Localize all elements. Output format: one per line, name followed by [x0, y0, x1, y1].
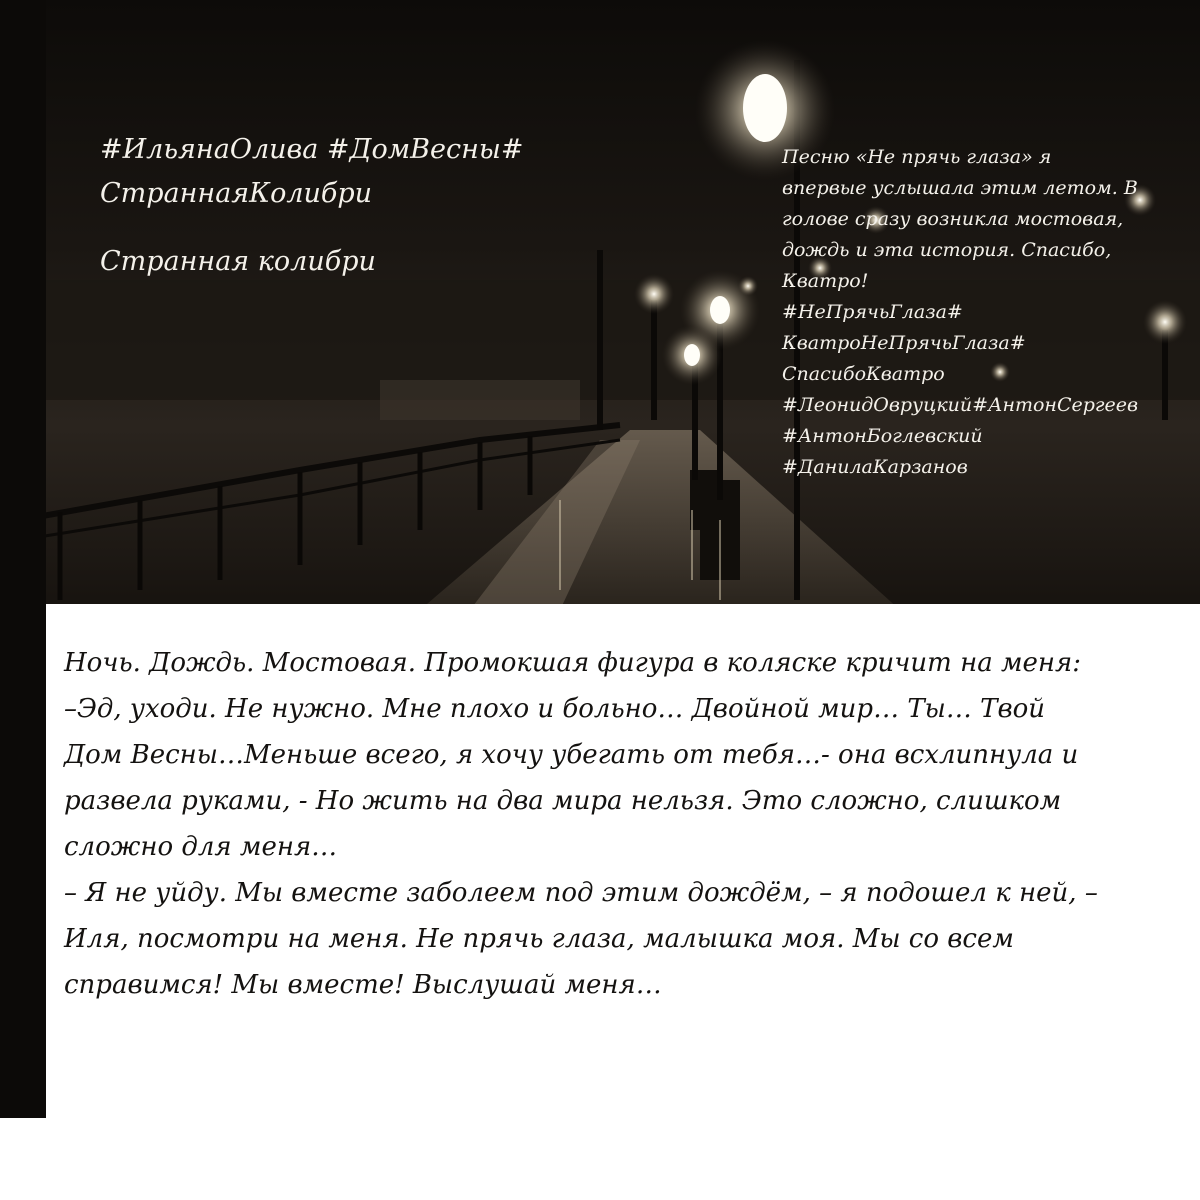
song-note-line: впервые услышала этим летом. В: [782, 177, 1138, 199]
song-note-line: дождь и эта история. Спасибо,: [782, 239, 1112, 261]
hashtag-line: #ДанилаКарзанов: [782, 456, 968, 478]
hashtags-line-2: СтраннаяКолибри: [100, 178, 373, 209]
song-note-and-hashtags: [782, 142, 1200, 483]
story-title: Странная колибри: [100, 246, 376, 277]
story-text: [64, 640, 1194, 1008]
story-line: Ночь. Дождь. Мостовая. Промокшая фигура в коляске кричит на меня:: [64, 648, 1082, 678]
bottom-margin: [0, 1118, 1200, 1200]
story-line: развела руками, - Но жить на два мира нельзя. Это сложно, слишком: [64, 786, 1062, 816]
song-note-line: Кватро!: [782, 270, 869, 292]
hashtags-line-1: #ИльянаОлива #ДомВесны#: [100, 134, 524, 165]
story-line: –Эд, уходи. Не нужно. Мне плохо и больно… Двойной мир… Ты… Твой: [64, 694, 1045, 724]
story-line: Иля, посмотри на меня. Не прячь глаза, малышка моя. Мы со всем: [64, 924, 1014, 954]
hashtag-line: #НеПрячьГлаза#: [782, 301, 963, 323]
song-note-line: Песню «Не прячь глаза» я: [782, 146, 1052, 168]
story-line: сложно для меня…: [64, 832, 338, 862]
song-note-line: голове сразу возникла мостовая,: [782, 208, 1124, 230]
left-dark-border: [0, 0, 46, 1200]
story-line: – Я не уйду. Мы вместе заболеем под этим дождём, – я подошел к ней, –: [64, 878, 1098, 908]
hashtag-line: #ЛеонидОвруцкий#АнтонСергеев: [782, 394, 1139, 416]
story-line: справимся! Мы вместе! Выслушай меня…: [64, 970, 662, 1000]
hashtag-line: #АнтонБоглевский: [782, 425, 983, 447]
hashtag-line: СпасибоКватро: [782, 363, 945, 385]
hashtag-line: КватроНеПрячьГлаза#: [782, 332, 1026, 354]
hashtags-left: [100, 128, 523, 216]
story-line: Дом Весны…Меньше всего, я хочу убегать от тебя…- она всхлипнула и: [64, 740, 1079, 770]
